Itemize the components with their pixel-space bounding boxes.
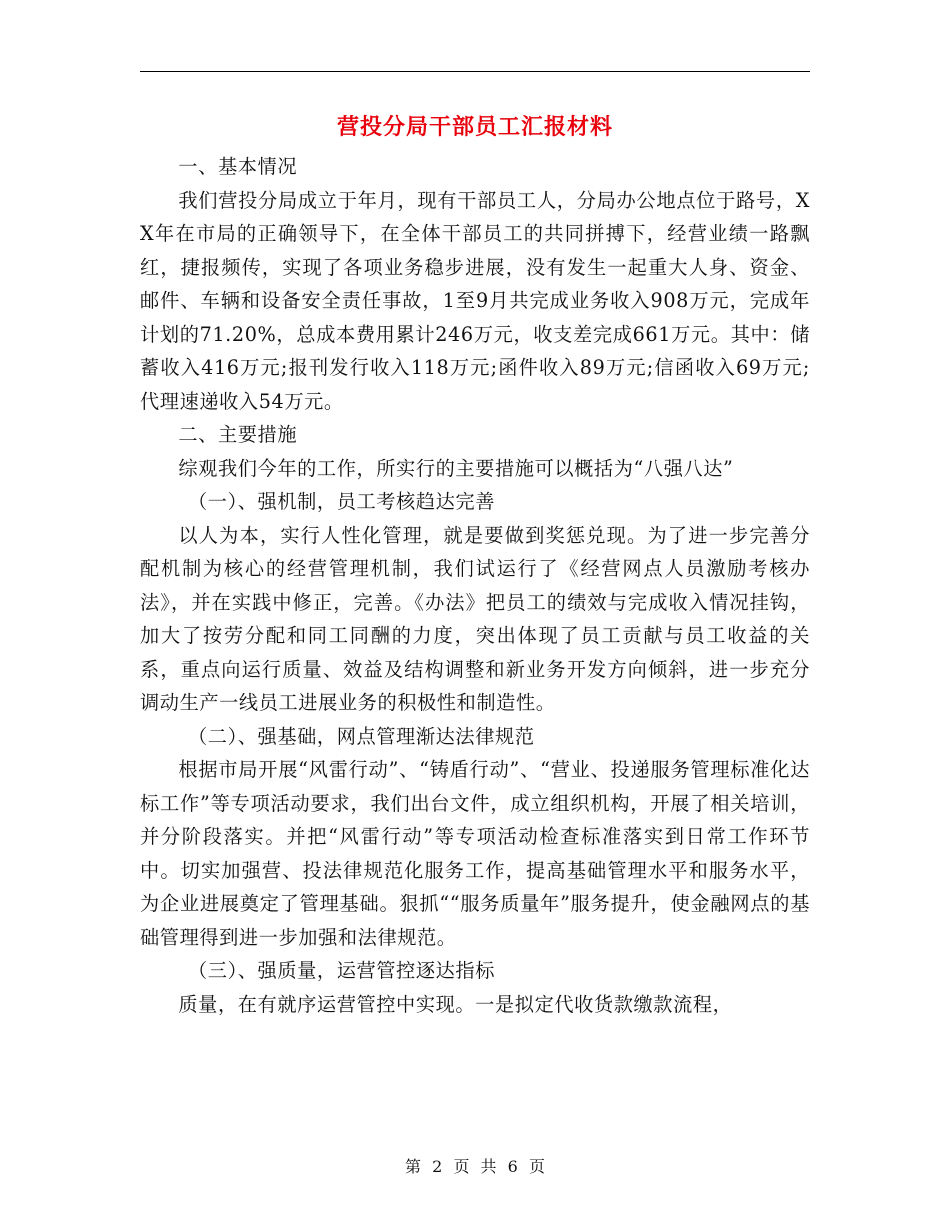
document-title: 营投分局干部员工汇报材料	[336, 114, 613, 140]
paragraph-mechanism: 以人为本，实行人性化管理，就是要做到奖惩兑现。为了进一步完善分配机制为核心的经营管理机制，我们试运行了《经营网点人员激励考核办法》，并在实践中修正，完善。《办法》把员工的绩效与完成收入情况挂钩，加大了按劳分配和同工同酬的力度，突出体现了员工贡献与员工收益的关系，重点向运行质量、效益及结构调整和新业务开发方向倾斜，进一步充分调动生产一线员工进展业务的积极性和制造性。	[140, 523, 810, 714]
section-heading-main-measures: 二、主要措施	[178, 423, 298, 446]
section-heading-basic-situation: 一、基本情况	[178, 155, 298, 178]
footer-total-pages: 6	[507, 1157, 518, 1176]
paragraph-foundation: 根据市局开展“风雷行动”、“铸盾行动”、“营业、投递服务管理标准化达标工作”等专项活动要求，我们出台文件，成立组织机构，开展了相关培训，并分阶段落实。并把“风雷行动”等专项活动检查标准落实到日常工作环节中。切实加强营、投法律规范化服务工作，提高基础管理水平和服务水平，为企业进展奠定了管理基础。狠抓““服务质量年”服务提升，使金融网点的基础管理得到进一步加强和法律规范。	[140, 758, 810, 949]
subheading-foundation: （二）、强基础，网点管理渐达法律规范	[188, 724, 535, 748]
footer-total-word: 共	[480, 1157, 497, 1176]
paragraph-basic-situation: 我们营投分局成立于年月，现有干部员工人，分局办公地点位于路号，XX年在市局的正确领导下，在全体干部员工的共同拼搏下，经营业绩一路飘红，捷报频传，实现了各项业务稳步进展，没有发生一起重大人身、资金、邮件、车辆和设备安全责任事故，1至9月共完成业务收入908万元，完成年计划的71.20%，总成本费用累计246万元，收支差完成661万元。其中：储蓄收入416万元;报刊发行收入118万元;函件收入89万元;信函收入69万元;代理速递收入54万元。	[140, 188, 810, 413]
footer-current-page: 2	[432, 1157, 443, 1176]
header-rule	[140, 71, 810, 72]
subheading-quality: （三）、强质量，运营管控逐达指标	[188, 959, 495, 982]
paragraph-measures-summary: 综观我们今年的工作，所实行的主要措施可以概括为“八强八达”	[178, 456, 734, 480]
footer-prefix: 第	[405, 1157, 422, 1176]
paragraph-quality: 质量，在有就序运营管控中实现。一是拟定代收货款缴款流程，	[178, 992, 733, 1016]
subheading-mechanism: （一）、强机制，员工考核趋达完善	[188, 490, 495, 513]
document-body	[140, 150, 810, 1021]
footer-suffix: 页	[528, 1157, 545, 1176]
page-number-footer	[0, 1154, 950, 1177]
footer-page-word: 页	[453, 1157, 470, 1176]
